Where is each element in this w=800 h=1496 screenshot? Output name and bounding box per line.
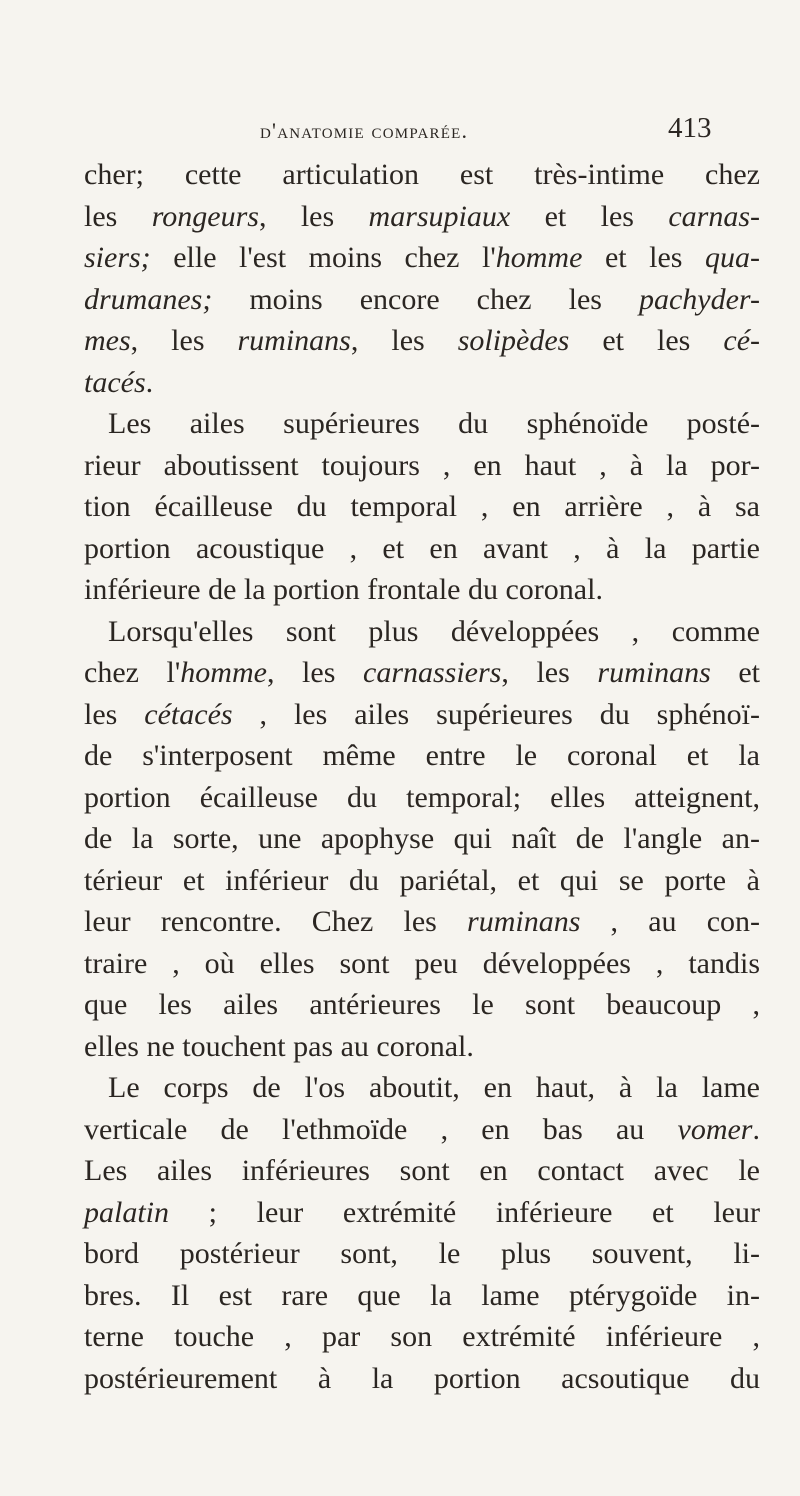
text-line: que les ailes antérieures le sont beaucoup ,	[84, 988, 760, 1021]
body-text	[84, 154, 760, 1399]
text-line: inférieure de la portion frontale du coronal.	[84, 573, 603, 606]
text-line: tacés.	[84, 365, 154, 399]
running-head	[0, 112, 800, 152]
text-line: rieur aboutissent toujours , en haut , à la por-	[84, 448, 760, 482]
text-line: traire , où elles sont peu développées , tandis	[84, 946, 760, 980]
text-line: les cétacés , les ailes supérieures du sphénoï-	[84, 697, 760, 731]
text-line: siers; elle l'est moins chez l'homme et les qua-	[84, 241, 760, 274]
text-line: de la sorte, une apophyse qui naît de l'angle an-	[84, 822, 760, 855]
paragraph-start: Lorsqu'elles sont plus développées , comme	[108, 614, 760, 648]
running-title: d'anatomie comparée.	[260, 118, 469, 143]
text-line: bord postérieur sont, le plus souvent, li-	[84, 1237, 760, 1270]
text-line: verticale de l'ethmoïde , en bas au vomer.	[84, 1112, 760, 1146]
page-number: 413	[668, 112, 712, 144]
text-line: mes, les ruminans, les solipèdes et les cé-	[84, 324, 760, 357]
text-line: leur rencontre. Chez les ruminans , au con-	[84, 905, 761, 938]
text-line: portion acoustique , et en avant , à la partie	[84, 531, 760, 565]
text-line: chez l'homme, les carnassiers, les ruminans et	[84, 656, 761, 689]
text-line: elles ne touchent pas au coronal.	[84, 1029, 474, 1063]
text-line: portion écailleuse du temporal; elles atteignent,	[84, 780, 760, 814]
text-line: térieur et inférieur du pariétal, et qui se porte à	[84, 863, 760, 897]
paragraph-start: Les ailes supérieures du sphénoïde posté-	[108, 407, 760, 440]
text-line: postérieurement à la portion acsoutique du	[84, 1361, 760, 1395]
text-line: de s'interposent même entre le coronal et la	[84, 739, 760, 772]
text-line: les rongeurs, les marsupiaux et les carnas-	[84, 199, 760, 233]
text-line: palatin ; leur extrémité inférieure et leur	[84, 1195, 760, 1229]
text-line: cher; cette articulation est très-intime chez	[84, 158, 760, 191]
text-line: tion écailleuse du temporal , en arrière , à sa	[84, 490, 760, 523]
text-line: drumanes; moins encore chez les pachyder-	[84, 282, 760, 316]
paragraph-start: Le corps de l'os aboutit, en haut, à la lame	[108, 1071, 760, 1104]
text-line: terne touche , par son extrémité inférieure ,	[84, 1320, 760, 1353]
text-line: bres. Il est rare que la lame ptérygoïde in-	[84, 1278, 760, 1312]
text-line: Les ailes inférieures sont en contact avec le	[84, 1154, 760, 1187]
